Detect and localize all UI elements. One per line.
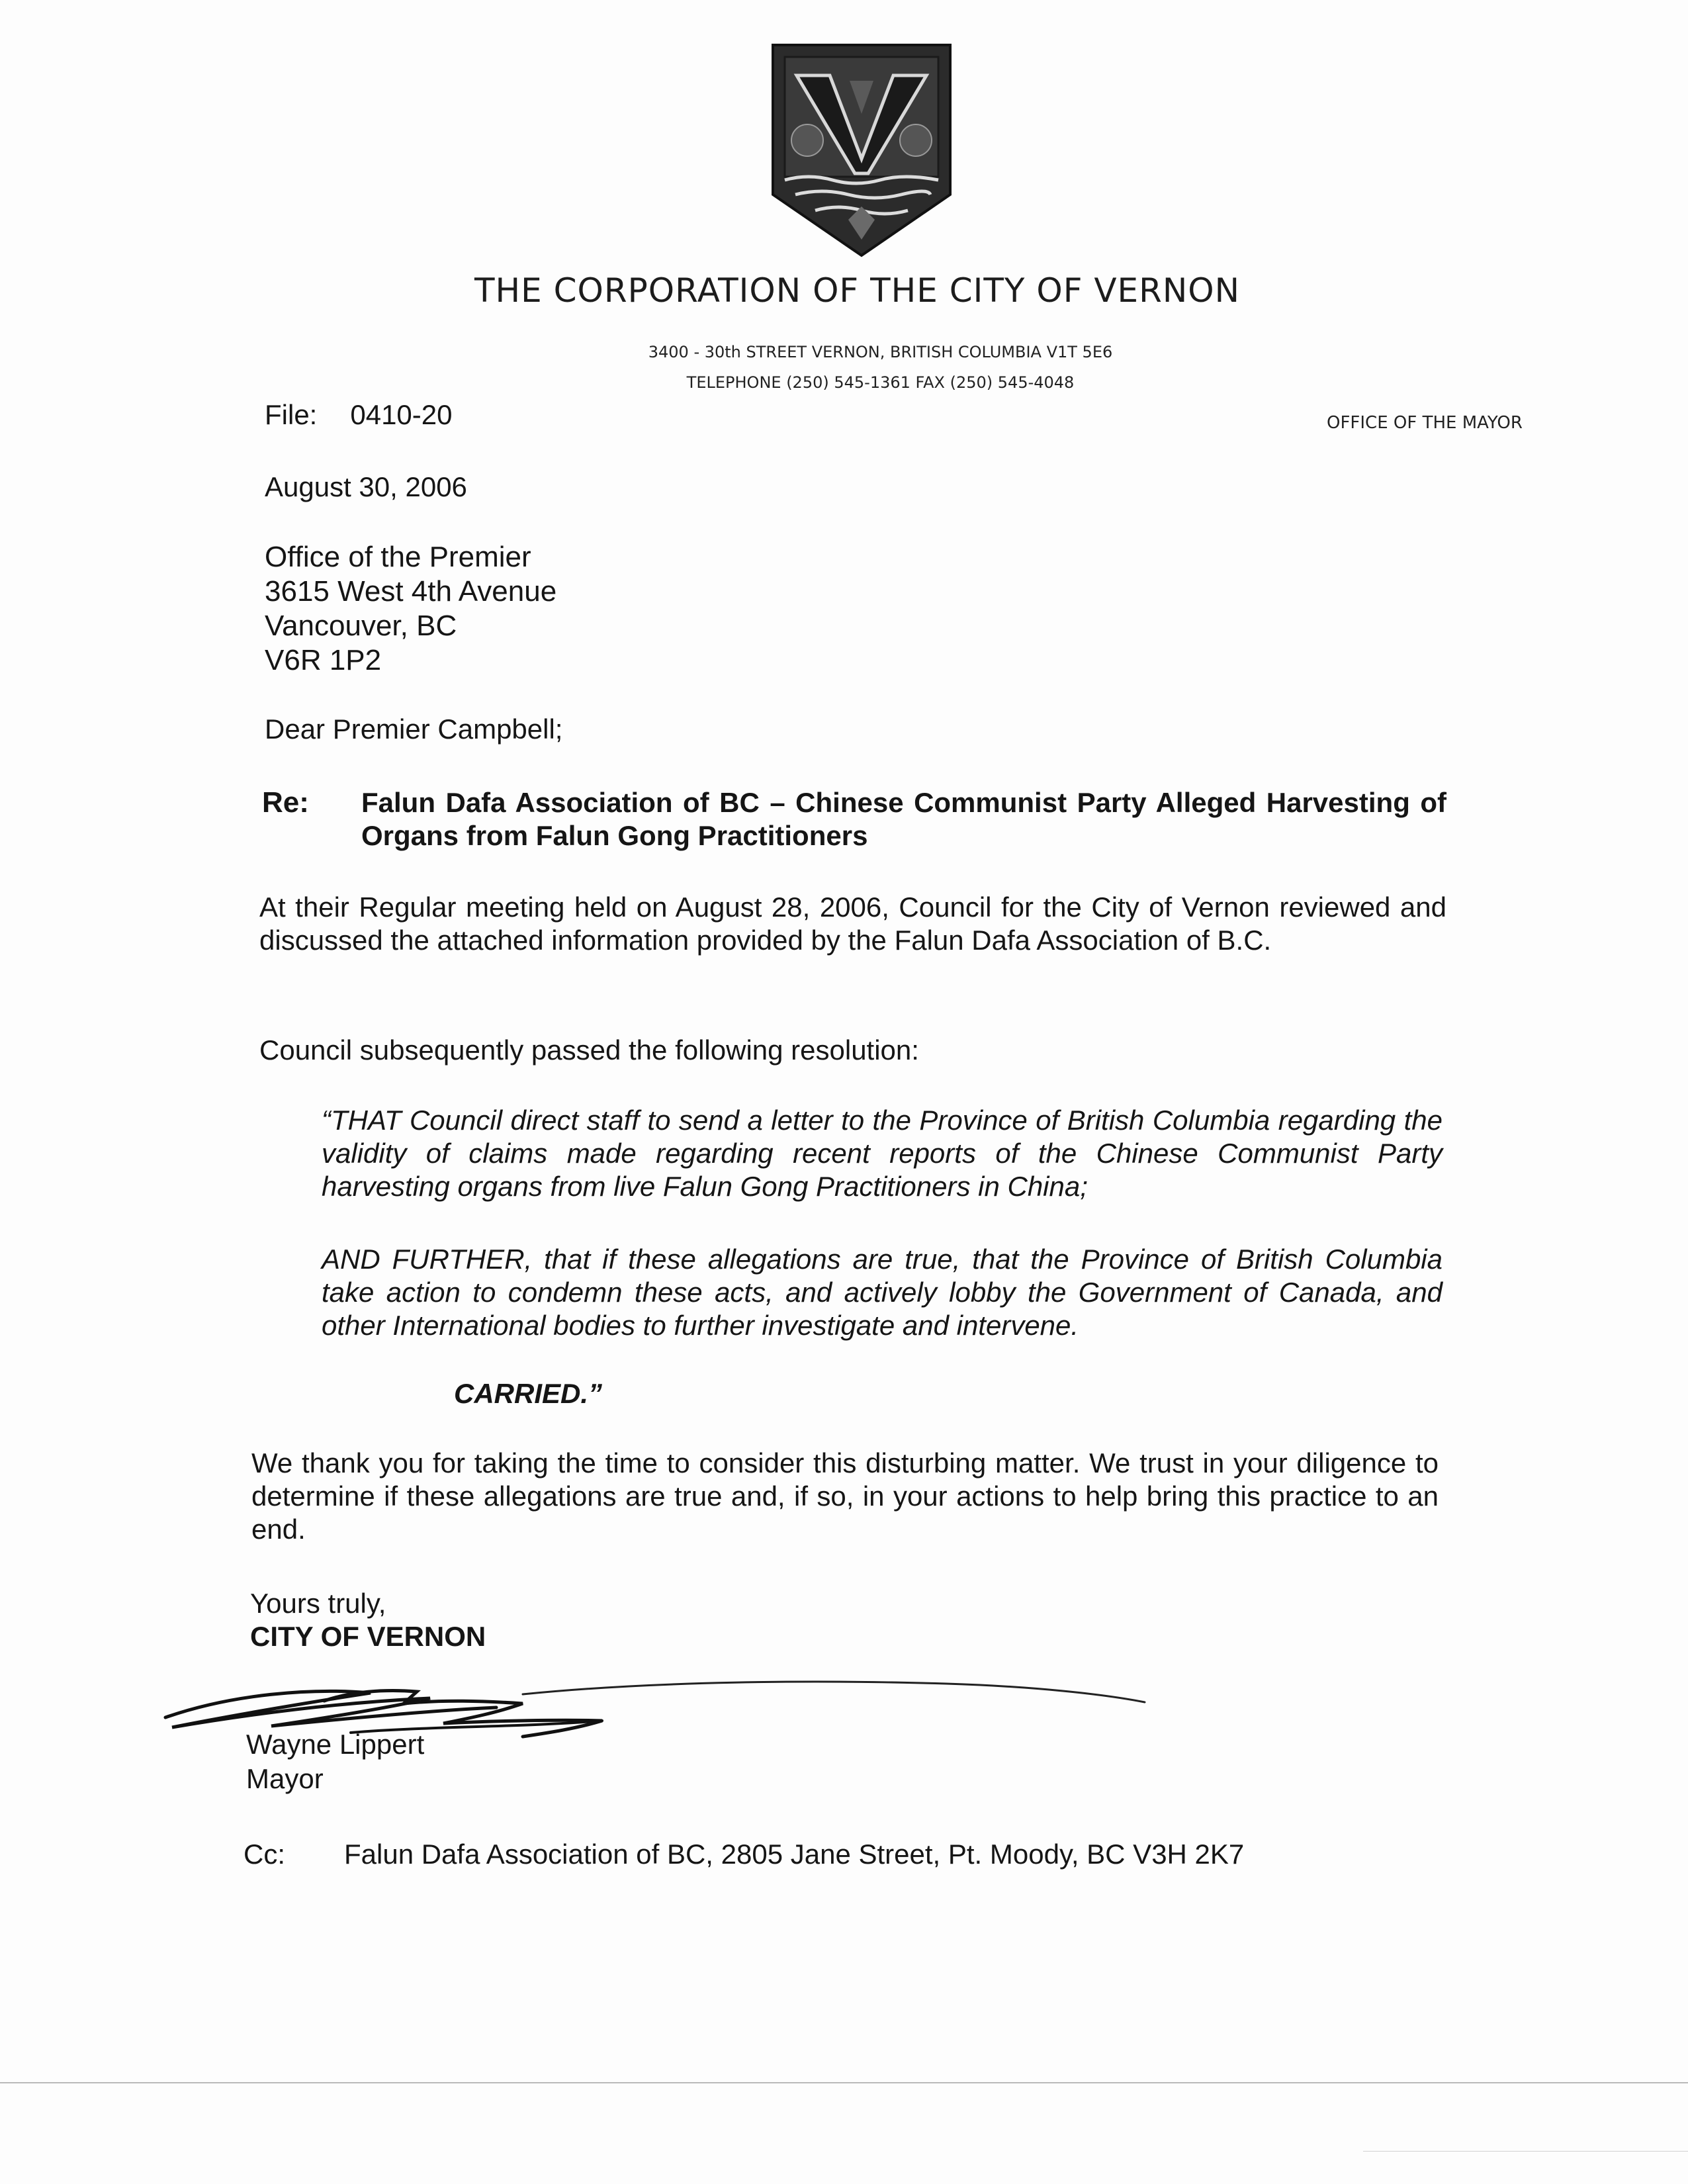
- valediction: Yours truly,: [250, 1588, 386, 1619]
- file-number: 0410-20: [350, 399, 453, 430]
- closing-organization: CITY OF VERNON: [250, 1621, 486, 1652]
- recipient-line: V6R 1P2: [265, 644, 382, 676]
- recipient-address: [265, 540, 556, 678]
- cc-recipient: Falun Dafa Association of BC, 2805 Jane Street, Pt. Moody, BC V3H 2K7: [344, 1839, 1245, 1870]
- letterhead-address: 3400 - 30th STREET VERNON, BRITISH COLUMBIA V1T 5E6: [648, 343, 1113, 361]
- body-paragraph: We thank you for taking the time to consider this disturbing matter. We trust in your diligence to determine if these allegations are true and, if so, in your actions to help bring this practice to an end.: [251, 1447, 1439, 1545]
- recipient-line: Vancouver, BC: [265, 610, 457, 642]
- recipient-line: 3615 West 4th Avenue: [265, 575, 557, 608]
- recipient-line: Office of the Premier: [265, 541, 531, 573]
- salutation: Dear Premier Campbell;: [265, 713, 563, 745]
- signer-title: Mayor: [246, 1763, 324, 1794]
- subject-label: Re:: [262, 786, 309, 819]
- scan-edge-line: [1363, 2151, 1688, 2152]
- office-of-the-mayor: OFFICE OF THE MAYOR: [1327, 413, 1523, 433]
- body-paragraph: At their Regular meeting held on August 28, 2006, Council for the City of Vernon reviewed and discussed the attached information provided by the Falun Dafa Association of B.C.: [259, 891, 1446, 956]
- letter-date: August 30, 2006: [265, 471, 467, 502]
- file-reference: [265, 399, 453, 431]
- closing-block: [250, 1587, 486, 1653]
- letterhead-phone-fax: TELEPHONE (250) 545-1361 FAX (250) 545-4048: [686, 373, 1075, 392]
- cc-label: Cc:: [244, 1839, 285, 1870]
- resolution-quote: AND FURTHER, that if these allegations are true, that the Province of British Columbia take action to condemn these acts, and actively lobby the Government of Canada, and other International bodies to further investigate and intervene.: [322, 1244, 1443, 1341]
- corporation-title: THE CORPORATION OF THE CITY OF VERNON: [474, 271, 1241, 310]
- file-label: File:: [265, 399, 318, 430]
- body-paragraph: Council subsequently passed the following resolution:: [259, 1034, 919, 1066]
- city-of-vernon-crest-icon: [769, 41, 954, 259]
- signer-name: Wayne Lippert: [246, 1729, 425, 1760]
- scan-edge-line: [0, 2082, 1688, 2083]
- signer-block: [246, 1727, 424, 1796]
- resolution-carried: CARRIED.”: [454, 1378, 603, 1409]
- subject-text: Falun Dafa Association of BC – Chinese Communist Party Alleged Harvesting of Organs from Falun Gong Practitioners: [361, 787, 1446, 851]
- resolution-quote: “THAT Council direct staff to send a letter to the Province of British Columbia regarding the validity of claims made regarding recent reports of the Chinese Communist Party harvesting organs from live Falun Gong Practitioners in China;: [322, 1105, 1443, 1202]
